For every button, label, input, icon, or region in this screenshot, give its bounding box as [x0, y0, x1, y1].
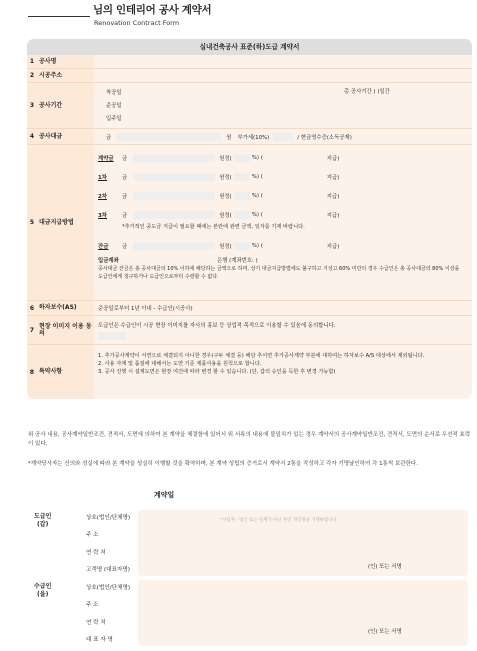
contractor-party [28, 580, 472, 646]
document-subtitle: Renovation Contract Form [94, 19, 180, 27]
row-project-name [27, 55, 472, 69]
pct-label: %) ( [251, 242, 263, 249]
account-row [98, 254, 468, 266]
row-label: 시공주소 [39, 71, 63, 79]
payment-row-2 [98, 186, 468, 205]
row-number: 2 [29, 72, 35, 79]
account-text: 은행 (계좌번호: ) [217, 258, 258, 264]
payment-amount-input[interactable] [133, 154, 215, 162]
balance-note: 공사대금 잔금은 총 공사대금의 10% 이하에 해당하는 금액으로 하며, 상기 대금지급방법에도 불구하고 기성고 60% 미만의 경우 수급인은 총 공사대금의 80% 이상을 도급인에게 청구하거나 도급인으로부터 수령할 수 없다. [98, 266, 460, 280]
won-label: 원 [226, 134, 232, 141]
contractor-label: 수급인 (을) [34, 583, 52, 599]
completion-date-label: 준공일 [106, 103, 122, 109]
extra-payment-note: *추가적인 중도금 지급이 필요할 때에는 본란에 관련 금액, 일자를 기재 바랍니다. [122, 224, 305, 230]
payment-amount-input[interactable] [133, 173, 215, 181]
row-label: 특약사항 [39, 368, 63, 376]
payment-name: 2차 [98, 193, 107, 200]
row-payment-method [27, 145, 472, 301]
pct-label: %) ( [251, 154, 263, 161]
geum-label: 금 [122, 155, 128, 162]
geum-label: 금 [106, 134, 112, 141]
contractor-input-area[interactable] [138, 580, 468, 646]
contractor-fields [86, 580, 130, 649]
row-warranty [27, 301, 472, 316]
terms-paragraph: 위 공사 내용, 공사계약일반조건, 견적서, 도면에 의하여 본 계약을 체결함에 있어서 위 서류의 내용에 불일치가 있는 경우 계약서의 공사계약일반조건, 견적서, 도면의 순서로 우선적 효력이 있다. [28, 432, 471, 447]
special-term-item: 1. 추가공사계약이 서면으로 체결되지 아니한 경우(구두 체결 등) 해당 추서면 추가공사계약 부분에 대하여는 하자보수 A/S 대상에서 제외됩니다. [98, 353, 425, 359]
payment-pct-input[interactable] [234, 192, 250, 200]
row-number: 5 [29, 219, 35, 226]
row-number: 8 [29, 368, 35, 376]
payment-name: 잔금 [98, 243, 109, 250]
paid-label: 지급) [326, 174, 340, 181]
contractor-contact-label: 연 락 처 [86, 619, 106, 626]
payment-name: 1차 [98, 174, 107, 181]
pct-label: %) ( [251, 173, 263, 180]
row-number: 3 [29, 102, 35, 109]
paid-label: 지급) [326, 193, 340, 200]
special-terms-body [94, 345, 472, 399]
payment-amount-input[interactable] [133, 242, 215, 250]
payment-pct-input[interactable] [234, 173, 250, 181]
payment-body [94, 145, 472, 300]
won-label: 원정( [219, 155, 232, 162]
paid-label: 지급) [326, 243, 340, 250]
won-label: 원정( [219, 243, 232, 250]
row-label: 공사기간 [39, 101, 63, 109]
paid-label: 지급) [326, 212, 340, 219]
row-number: 1 [29, 58, 35, 65]
won-label: 원정( [219, 193, 232, 200]
payment-row-1 [98, 167, 468, 186]
vat-input[interactable] [273, 133, 293, 141]
project-name-field[interactable] [94, 55, 472, 68]
account-label: 입금계좌 [98, 258, 119, 264]
geum-label: 금 [122, 174, 128, 181]
client-party [28, 510, 472, 576]
contract-form [27, 39, 472, 399]
client-name-blank[interactable] [28, 6, 90, 17]
contractor-address-label: 주 소 [86, 602, 99, 609]
agreement-paragraph: *계약당사자는 신의와 성실에 따라 본 계약을 성실히 이행할 것을 확약하며, 본 계약 성립의 증거로서 계약서 2통을 작성하고 각자 기명날인하여 각 1통씩 보관한다. [28, 461, 418, 467]
row-special-terms [27, 345, 472, 399]
client-fields [86, 510, 130, 579]
contract-date-label: 계약일 [154, 491, 175, 499]
payment-row-3 [98, 205, 468, 224]
special-term-item: 2. 사용 자재 및 품질에 대해서는 도면 기준 제품사용을 원칙으로 합니다. [98, 361, 262, 368]
row-label: 공사대금 [39, 132, 63, 140]
geum-label: 금 [122, 212, 128, 219]
consent-body [94, 316, 472, 344]
document-header [28, 2, 211, 27]
client-input-area[interactable] [138, 510, 468, 576]
client-name-label: 고객명 (대표자명) [86, 566, 130, 573]
amount-input[interactable] [116, 133, 221, 141]
consent-text: 도급인은 수급인이 시공 현장 이미지를 자사의 홍보 등 상업적 목적으로 이용할 수 있음에 동의합니다. [98, 323, 336, 329]
row-label: 현장 이미지 이용 동의 [39, 322, 92, 337]
payment-pct-input[interactable] [234, 154, 250, 162]
payment-amount-input[interactable] [133, 211, 215, 219]
row-image-consent [27, 316, 472, 345]
row-number: 7 [29, 326, 35, 334]
pct-label: %) ( [251, 211, 263, 218]
payment-name: 3차 [98, 212, 107, 219]
row-address [27, 69, 472, 83]
client-label: 도급인 (갑) [34, 513, 52, 529]
row-period [27, 83, 472, 129]
contractor-company-label: 상호(법인/단체명) [86, 585, 131, 591]
total-period-label: 총 공사기간 ( )일간 [344, 89, 390, 95]
payment-name: 계약금 [98, 155, 114, 162]
client-address-label: 주 소 [86, 532, 99, 539]
row-number: 4 [29, 133, 35, 140]
payment-amount-input[interactable] [133, 192, 215, 200]
pct-label: %) ( [251, 192, 263, 199]
document-title: 님의 인테리어 공사 계약서 [93, 4, 212, 16]
won-label: 원정( [219, 212, 232, 219]
payment-row-balance [98, 237, 468, 254]
geum-label: 금 [122, 193, 128, 200]
paid-label: 지급) [326, 155, 340, 162]
contractor-signature-label: (인) 또는 서명 [368, 629, 402, 635]
client-placeholder: *사업자 · 법인 또는 단체가 아닌 본인 개인명을 기재바랍니다. [220, 518, 338, 523]
row-label: 하자보수(AS) [39, 304, 77, 312]
vat-label: 부가세(10%) [237, 134, 270, 141]
geum-label: 금 [122, 243, 128, 250]
amount-body [94, 129, 472, 144]
payment-pct-input[interactable] [234, 242, 250, 250]
period-body [94, 83, 472, 128]
move-in-date-label: 입주일 [106, 116, 122, 122]
payment-row-deposit [98, 148, 468, 167]
row-contract-amount [27, 129, 472, 145]
client-signature-label: (인) 또는 서명 [368, 564, 402, 570]
consent-signature-box[interactable] [98, 332, 126, 340]
won-label: 원정( [219, 174, 232, 181]
row-number: 6 [29, 304, 35, 312]
client-company-label: 상호(법인/단체명) [86, 515, 131, 521]
start-date-label: 착공일 [106, 90, 122, 96]
receipt-label: / 현금영수증(소득공제) [297, 134, 352, 141]
payment-pct-input[interactable] [234, 211, 250, 219]
client-contact-label: 연 락 처 [86, 549, 106, 556]
warranty-text: 준공일로부터 1년 이내 - 수급인(시공사) [94, 301, 472, 315]
address-field[interactable] [94, 69, 472, 82]
form-title: 실내건축공사 표준(하)도급 계약서 [27, 39, 472, 55]
special-term-item: 3. 공사 진행 시 설계도면은 현장 여건에 따라 변경 할 수 있습니다. (단, 갑의 승인을 득한 후 변경 가능함) [98, 369, 336, 376]
contractor-name-label: 대 표 자 명 [86, 636, 113, 643]
row-label: 대금지급방법 [39, 218, 74, 226]
row-label: 공사명 [39, 57, 57, 65]
